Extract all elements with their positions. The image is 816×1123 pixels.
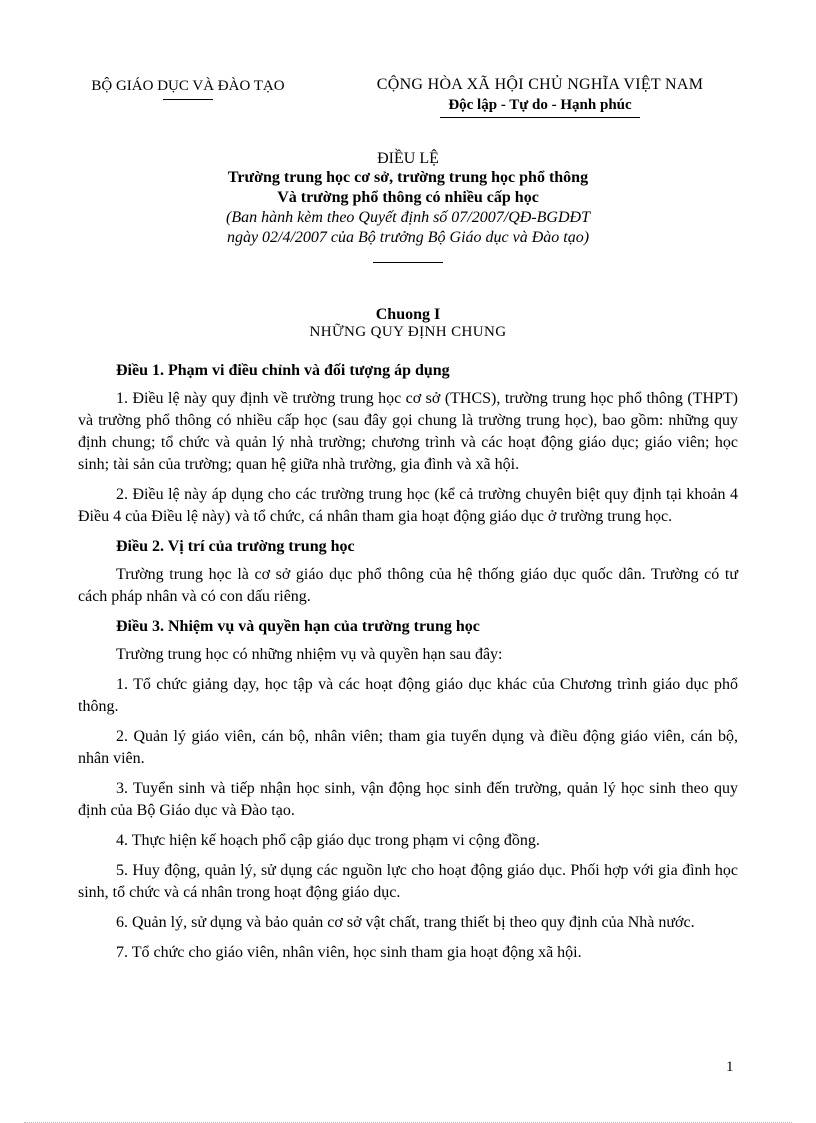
national-header (350, 76, 730, 118)
article-paragraph: 7. Tổ chức cho giáo viên, nhân viên, học sinh tham gia hoạt động xã hội. (116, 944, 582, 961)
document-title-block (80, 150, 736, 263)
document-subtitle-line2: Và trường phổ thông có nhiều cấp học (277, 189, 539, 206)
article-paragraph: Trường trung học có những nhiệm vụ và quyền hạn sau đây: (116, 646, 503, 663)
document-body (78, 360, 738, 972)
nation-name: CỘNG HÒA XÃ HỘI CHỦ NGHĨA VIỆT NAM (376, 76, 704, 93)
article-heading: Điều 3. Nhiệm vụ và quyền hạn của trường trung học (116, 618, 480, 635)
article-heading: Điều 2. Vị trí của trường trung học (116, 538, 355, 555)
ministry-header (72, 78, 304, 100)
ministry-underline (163, 99, 213, 100)
article-paragraph: 2. Quản lý giáo viên, cán bộ, nhân viên; tham gia tuyển dụng và điều động giáo viên, cán bộ, nhân viên. (78, 728, 738, 767)
article-paragraph: 5. Huy động, quản lý, sử dụng các nguồn lực cho hoạt động giáo dục. Phối hợp với gia đình học sinh, tổ chức và cá nhân trong hoạt động giáo dục. (78, 862, 738, 901)
chapter-name: NHỮNG QUY ĐỊNH CHUNG (309, 324, 507, 340)
article-paragraph: 4. Thực hiện kế hoạch phổ cập giáo dục trong phạm vi cộng đồng. (116, 832, 540, 849)
article-paragraph: 6. Quản lý, sử dụng và bảo quản cơ sở vật chất, trang thiết bị theo quy định của Nhà nước. (116, 914, 695, 931)
article-paragraph: 2. Điều lệ này áp dụng cho các trường trung học (kể cả trường chuyên biệt quy định tại khoản 4 Điều 4 của Điều lệ này) và tổ chức, cá nhân tham gia hoạt động giáo dục ở trường trung học. (78, 486, 738, 525)
article-paragraph: 3. Tuyển sinh và tiếp nhận học sinh, vận động học sinh đến trường, quản lý học sinh theo quy định của Bộ Giáo dục và Đào tạo. (78, 780, 738, 819)
chapter-heading (80, 306, 736, 341)
article-paragraph: Trường trung học là cơ sở giáo dục phổ thông của hệ thống giáo dục quốc dân. Trường có tư cách pháp nhân và có con dấu riêng. (78, 566, 738, 605)
chapter-number: Chuong I (375, 306, 441, 323)
ministry-name: BỘ GIÁO DỤC VÀ ĐÀO TẠO (91, 78, 285, 94)
motto-underline (440, 117, 640, 118)
national-motto: Độc lập - Tự do - Hạnh phúc (448, 97, 632, 113)
document-subtitle-line1: Trường trung học cơ sở, trường trung học phổ thông (227, 169, 589, 186)
article-heading: Điều 1. Phạm vi điều chỉnh và đối tượng áp dụng (116, 362, 450, 379)
issued-note-line1: (Ban hành kèm theo Quyết định số 07/2007/QĐ-BGDĐT (226, 209, 590, 226)
page-number: 1 (726, 1059, 734, 1075)
article-paragraph: 1. Điều lệ này quy định về trường trung học cơ sở (THCS), trường trung học phổ thông (THPT) và trường phổ thông có nhiều cấp học (sau đây gọi chung là trường trung học), bao gồm: những quy định chung; tổ chức và quản lý nhà trường; chương trình và các hoạt động giáo dục; giáo viên; học sinh; tài sản của trường; quan hệ giữa nhà trường, gia đình và xã hội. (78, 390, 738, 473)
issued-note-line2: ngày 02/4/2007 của Bộ trưởng Bộ Giáo dục và Đào tạo) (226, 229, 590, 246)
title-separator (373, 262, 443, 263)
article-paragraph: 1. Tổ chức giảng dạy, học tập và các hoạt động giáo dục khác của Chương trình giáo dục phổ thông. (78, 676, 738, 715)
document-title: ĐIỀU LỆ (377, 150, 439, 167)
